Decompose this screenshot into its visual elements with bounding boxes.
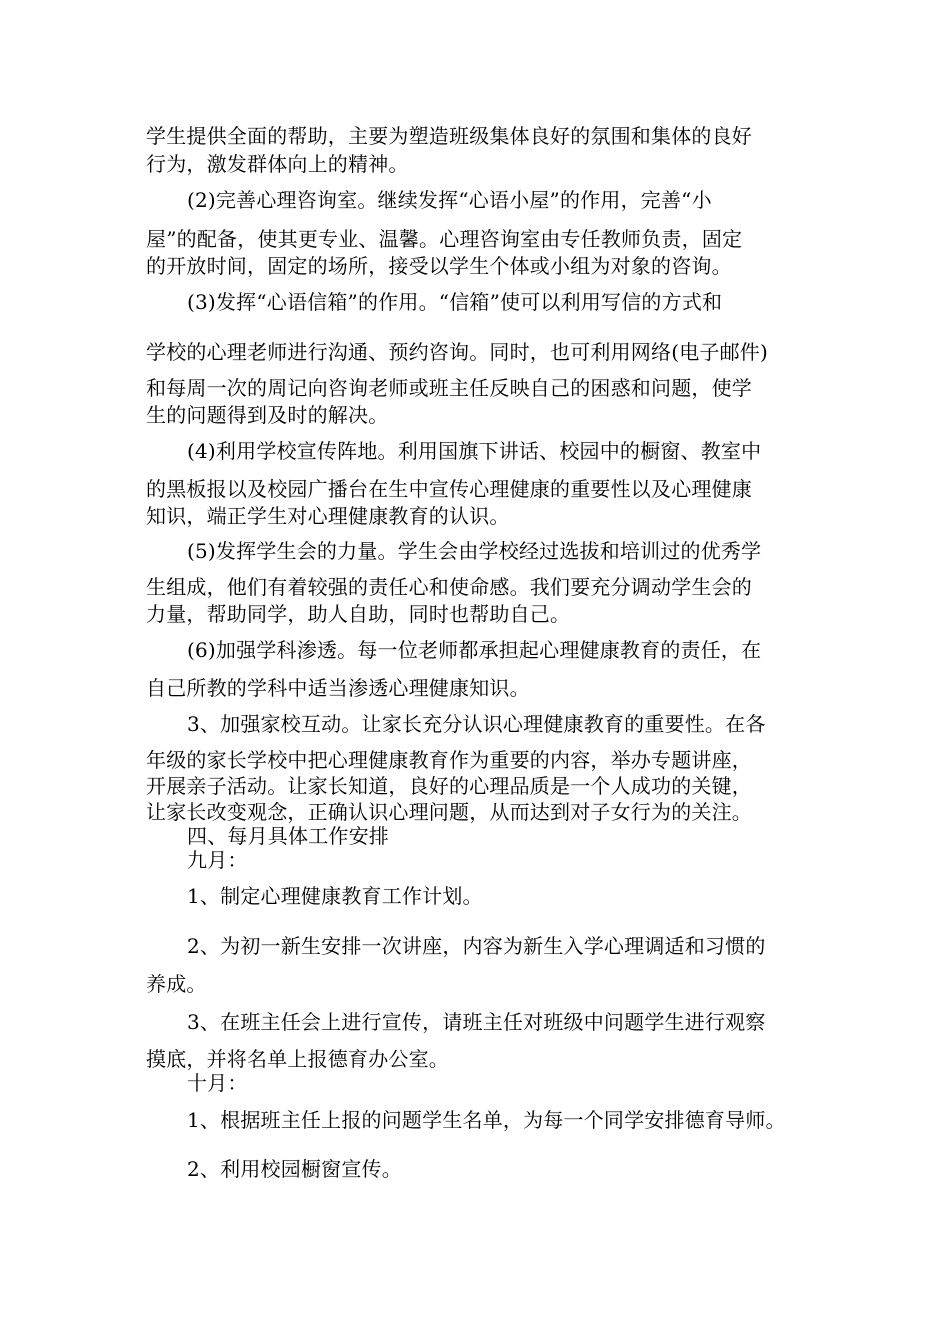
text-line: 学校的心理老师进行沟通、预约咨询。同时，也可利用网络(电子邮件): [146, 340, 769, 364]
text-line: 自己所教的学科中适当渗透心理健康知识。: [146, 676, 530, 700]
text-line: 养成。: [146, 972, 207, 996]
text-line: 3、加强家校互动。让家长充分认识心理健康教育的重要性。在各: [187, 712, 766, 736]
text-line: 生组成，他们有着较强的责任心和使命感。我们要充分调动学生会的: [146, 575, 752, 599]
text-line: 的开放时间，固定的场所，接受以学生个体或小组为对象的咨询。: [146, 254, 732, 278]
text-line: 3、在班主任会上进行宣传，请班主任对班级中问题学生进行观察: [187, 1010, 766, 1034]
text-line: 年级的家长学校中把心理健康教育作为重要的内容，举办专题讲座，: [146, 748, 752, 772]
text-line: (3)发挥“心语信箱”的作用。“信箱”使可以利用写信的方式和: [187, 290, 723, 314]
text-line: (4)利用学校宣传阵地。利用国旗下讲话、校园中的橱窗、教室中: [187, 439, 762, 463]
text-line: (5)发挥学生会的力量。学生会由学校经过选拔和培训过的优秀学: [187, 539, 762, 563]
text-line: 行为，激发群体向上的精神。: [146, 152, 409, 176]
text-line: 屋”的配备，使其更专业、温馨。心理咨询室由专任教师负责，固定: [146, 227, 743, 251]
text-line: 力量，帮助同学，助人自助，同时也帮助自己。: [146, 602, 571, 626]
month-heading: 十月：: [187, 1071, 248, 1095]
text-line: (6)加强学科渗透。每一位老师都承担起心理健康教育的责任，在: [187, 638, 762, 662]
text-line: 生的问题得到及时的解决。: [146, 403, 389, 427]
text-line: 2、利用校园橱窗宣传。: [187, 1157, 402, 1181]
text-line: 知识，端正学生对心理健康教育的认识。: [146, 504, 510, 528]
text-line: 1、制定心理健康教育工作计划。: [187, 884, 483, 908]
text-line: 开展亲子活动。让家长知道，良好的心理品质是一个人成功的关键，: [146, 774, 752, 798]
text-line: 摸底，并将名单上报德育办公室。: [146, 1047, 449, 1071]
text-line: 2、为初一新生安排一次讲座，内容为新生入学心理调适和习惯的: [187, 934, 766, 958]
text-line: 的黑板报以及校园广播台在生中宣传心理健康的重要性以及心理健康: [146, 477, 752, 501]
text-line: 和每周一次的周记向咨询老师或班主任反映自己的困惑和问题，使学: [146, 376, 752, 400]
month-heading: 九月：: [187, 848, 248, 872]
text-line: 让家长改变观念，正确认识心理问题，从而达到对子女行为的关注。: [146, 800, 752, 824]
text-line: (2)完善心理咨询室。继续发挥“心语小屋”的作用，完善“小: [187, 188, 712, 212]
section-heading: 四、每月具体工作安排: [187, 824, 389, 848]
text-line: 1、根据班主任上报的问题学生名单，为每一个同学安排德育导师。: [187, 1108, 786, 1132]
text-line: 学生提供全面的帮助，主要为塑造班级集体良好的氛围和集体的良好: [146, 124, 752, 148]
